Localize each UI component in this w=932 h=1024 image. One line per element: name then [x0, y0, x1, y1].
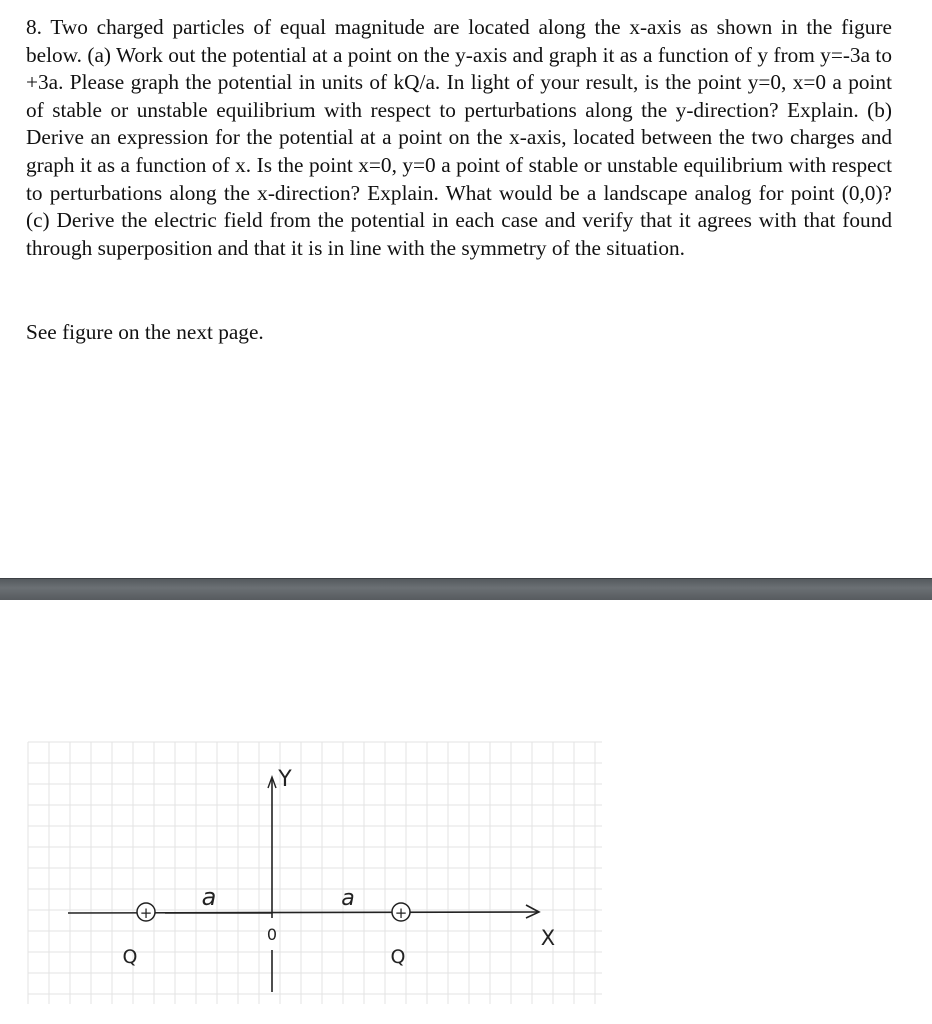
charge-figure: [0, 600, 932, 1024]
page-separator: [0, 578, 932, 601]
origin-label: 0: [266, 925, 278, 944]
right-charge-label: Q: [390, 946, 406, 968]
left-distance-label: a: [201, 883, 217, 911]
left-charge-label: Q: [122, 946, 138, 968]
right-charge-sign: +: [394, 904, 408, 922]
problem-statement: 8. Two charged particles of equal magnitude are located along the x-axis as shown in the figure below. (a) Work out the potential at a point on the y-axis and graph it as a function of y from y=-3a to +3a. Please graph the potential in units of kQ/a. In light of your result, is the point y=0, x=0 a point of stable or unstable equilibrium with respect to perturbations along the y-direction? Explain. (b) Derive an expression for the potential at a point on the x-axis, located between the two charges and graph it as a function of x. Is the point x=0, y=0 a point of stable or unstable equilibrium with respect to perturbations along the x-direction? Explain. What would be a landscape analog for point (0,0)? (c) Derive the electric field from the potential in each case and verify that it agrees with that found through superposition and that it is in line with the symmetry of the situation.: [26, 15, 892, 260]
right-distance-label: a: [341, 886, 355, 911]
see-figure-note: See figure on the next page.: [26, 320, 264, 344]
left-charge-sign: +: [139, 904, 153, 922]
graph-paper-grid: [28, 742, 602, 1004]
x-axis-label: X: [540, 926, 556, 950]
y-axis-label: Y: [278, 767, 292, 792]
